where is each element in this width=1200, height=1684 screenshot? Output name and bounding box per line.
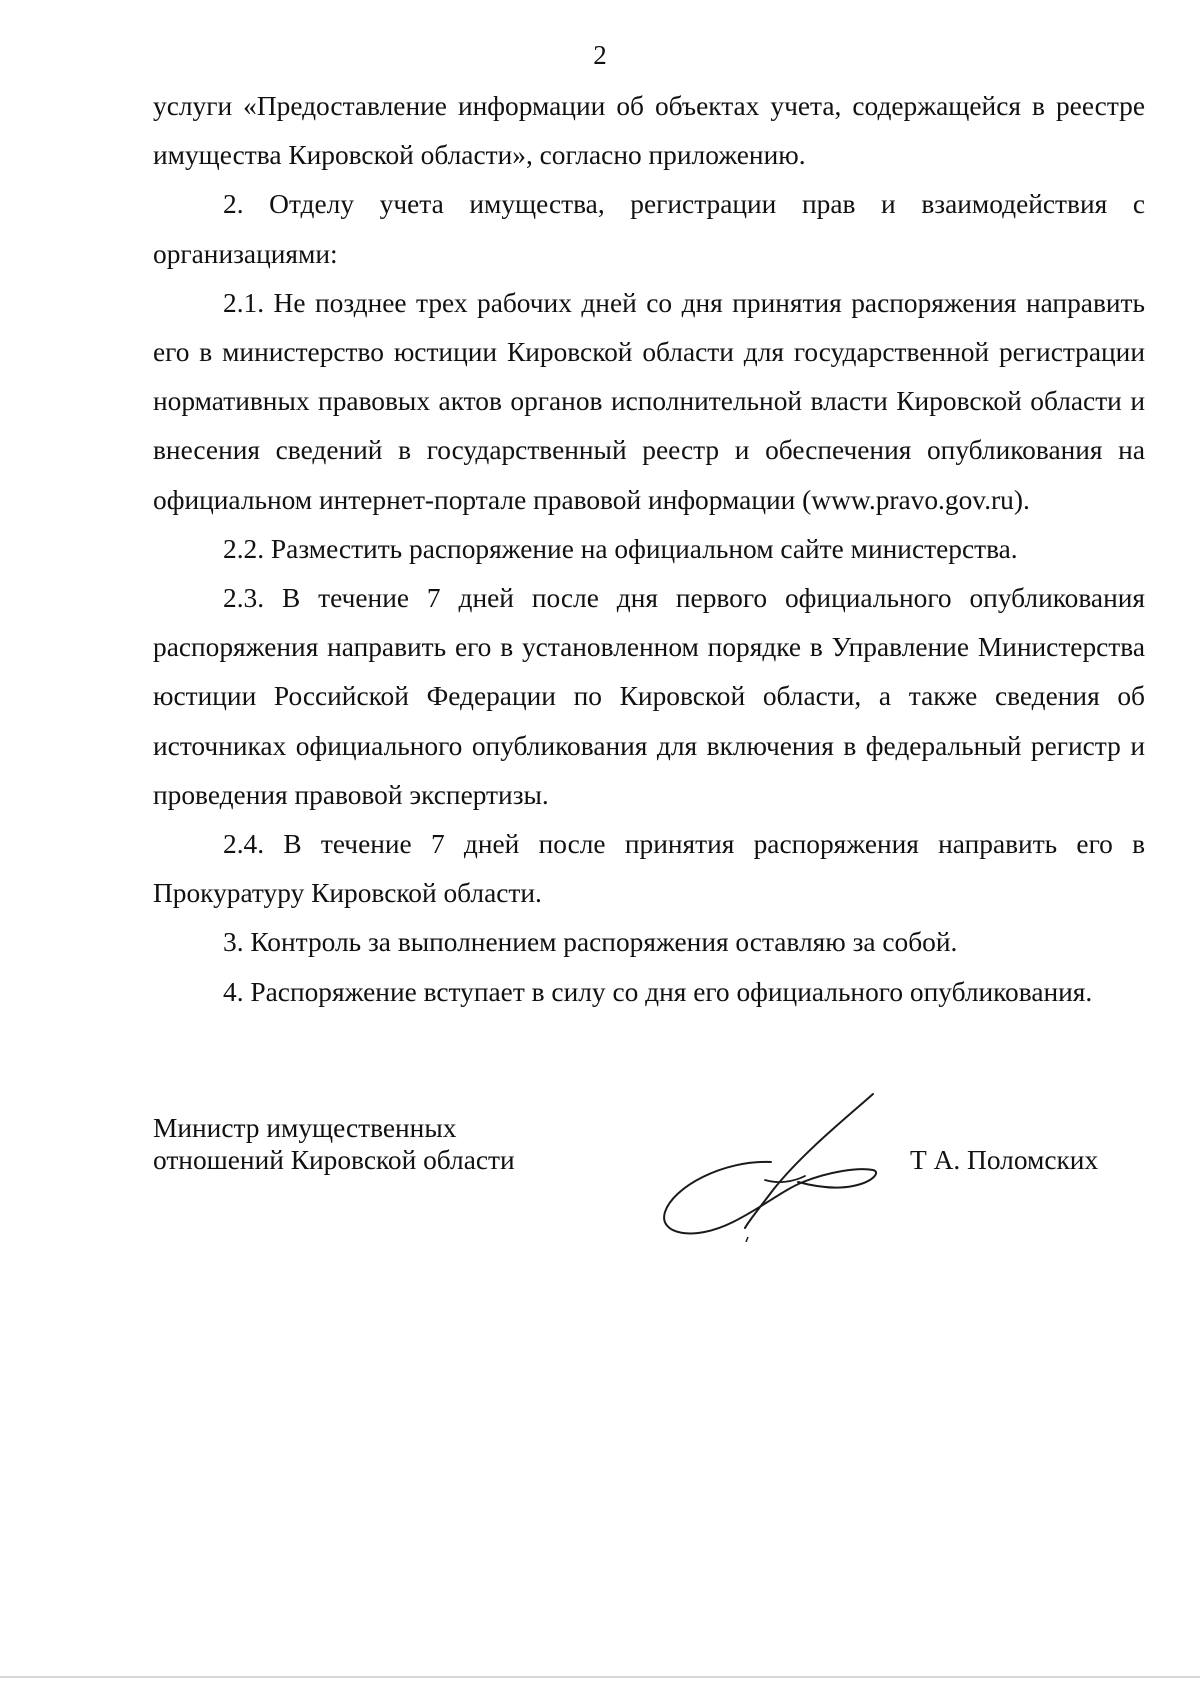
signer-title-line-1: Министр имущественных bbox=[153, 1113, 457, 1143]
paragraph-item-2-3: 2.3. В течение 7 дней после дня первого официального опубликования распоряжения направить его в установленном порядке в Управление Министерства юстиции Российской Федерации по Кировской области, а также сведения об источниках официального опубликования для включения в федеральный регистр и проведения правовой экспертизы. bbox=[153, 583, 1145, 810]
paragraph-intro-continuation: услуги «Предоставление информации об объектах учета, содержащейся в реестре имущества Кировской области», согласно приложению. bbox=[153, 91, 1145, 171]
scan-bottom-edge bbox=[0, 1676, 1200, 1678]
signature-block bbox=[153, 1112, 1145, 1222]
paragraph-item-2-1: 2.1. Не позднее трех рабочих дней со дня принятия распоряжения направить его в министерство юстиции Кировской области для государственной регистрации нормативных правовых актов органов исполнительной власти Кировской области и внесения сведений в государственный реестр и обеспечения опубликования на официальном интернет-портале правовой информации (www.pravo.gov.ru). bbox=[153, 287, 1145, 515]
paragraph-item-2-4: 2.4. В течение 7 дней после принятия распоряжения направить его в Прокуратуру Кировской области. bbox=[153, 829, 1145, 909]
paragraph-item-2: 2. Отделу учета имущества, регистрации прав и взаимодействия с организациями: bbox=[153, 189, 1145, 269]
signer-name: Т А. Поломских bbox=[910, 1145, 1099, 1175]
signer-title-line-2: отношений Кировской области bbox=[153, 1145, 515, 1175]
paragraph-item-3: 3. Контроль за выполнением распоряжения оставляю за собой. bbox=[223, 927, 958, 958]
paragraph-item-4: 4. Распоряжение вступает в силу со дня его официального опубликования. bbox=[223, 976, 1093, 1007]
document-body bbox=[153, 82, 1145, 1017]
page-number: 2 bbox=[593, 40, 607, 70]
handwritten-signature-icon bbox=[653, 1072, 903, 1242]
signer-title bbox=[153, 1112, 515, 1176]
paragraph-item-2-2: 2.2. Разместить распоряжение на официальном сайте министерства. bbox=[223, 533, 1018, 564]
